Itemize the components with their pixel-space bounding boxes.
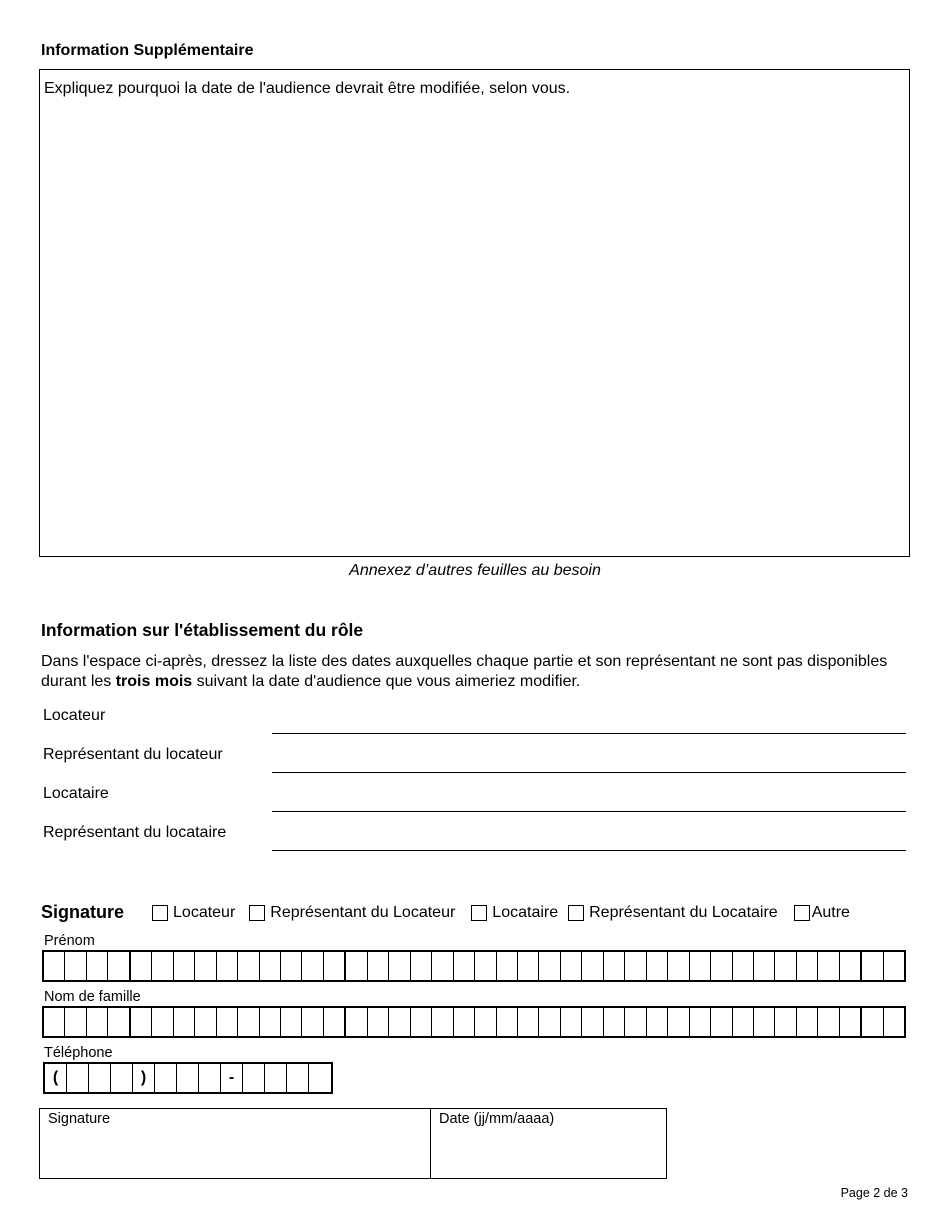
char-cell [475, 1008, 496, 1036]
option-landlord-rep[interactable] [249, 904, 455, 922]
char-cell [44, 1008, 65, 1036]
char-cell [454, 1008, 475, 1036]
char-cell [324, 1008, 346, 1036]
char-cell [152, 952, 173, 980]
char-cell [65, 1008, 86, 1036]
char-cell [111, 1064, 133, 1092]
char-cell [840, 1008, 862, 1036]
char-cell [260, 952, 281, 980]
phone-label: Téléphone [44, 1045, 113, 1061]
annex-note: Annexez d’autres feuilles au besoin [349, 562, 601, 579]
char-cell [411, 952, 432, 980]
char-cell [217, 952, 238, 980]
page-number: Page 2 de 3 [840, 1186, 908, 1200]
char-cell [65, 952, 86, 980]
tenant-unavailable-field[interactable] [272, 811, 906, 812]
char-cell [604, 1008, 625, 1036]
char-cell [475, 952, 496, 980]
char-cell [195, 1008, 216, 1036]
explanation-prompt: Expliquez pourquoi la date de l'audience devrait être modifiée, selon vous. [44, 80, 571, 97]
char-cell [884, 1008, 904, 1036]
char-cell [561, 952, 582, 980]
char-cell [668, 1008, 689, 1036]
option-label: Autre [811, 903, 850, 921]
phone-dash: - [221, 1064, 243, 1092]
char-cell [260, 1008, 281, 1036]
landlord-label: Locateur [43, 707, 106, 724]
char-cell [302, 952, 323, 980]
char-cell [368, 952, 389, 980]
option-label: Représentant du Locateur [270, 903, 456, 921]
char-cell [302, 1008, 323, 1036]
char-cell [324, 952, 346, 980]
char-cell [775, 1008, 796, 1036]
phone-input[interactable] [43, 1062, 333, 1094]
instruction-text-bold: trois mois [115, 673, 193, 690]
first-name-input[interactable] [42, 950, 906, 982]
explanation-textarea[interactable] [39, 69, 910, 557]
char-cell [195, 952, 216, 980]
char-cell [67, 1064, 89, 1092]
signature-date-box [39, 1108, 667, 1179]
char-cell [754, 952, 775, 980]
first-name-label: Prénom [44, 933, 95, 949]
char-cell [711, 952, 732, 980]
phone-open-paren: ( [45, 1064, 67, 1092]
char-cell [604, 952, 625, 980]
char-cell [44, 952, 65, 980]
tenant-rep-label: Représentant du locataire [43, 824, 227, 841]
char-cell [287, 1064, 309, 1092]
char-cell [518, 1008, 539, 1036]
signature-title: Signature [41, 902, 125, 922]
char-cell [238, 1008, 259, 1036]
checkbox-tenant-rep[interactable] [568, 905, 584, 921]
char-cell [818, 952, 839, 980]
char-cell [389, 1008, 410, 1036]
checkbox-other[interactable] [794, 905, 810, 921]
char-cell [625, 952, 646, 980]
additional-info-heading: Information Supplémentaire [41, 42, 254, 59]
char-cell [690, 1008, 711, 1036]
landlord-unavailable-field[interactable] [272, 733, 906, 734]
char-cell [561, 1008, 582, 1036]
char-cell [647, 952, 668, 980]
char-cell [265, 1064, 287, 1092]
char-cell [389, 952, 410, 980]
signature-label: Signature [48, 1111, 111, 1127]
char-cell [243, 1064, 265, 1092]
scheduling-instruction [41, 652, 901, 692]
instruction-text-1: Dans l'espace ci-après, dressez la liste des dates auxquelles chaque partie et son représentant ne sont pas disponibles durant les [41, 653, 888, 690]
char-cell [775, 952, 796, 980]
option-label: Représentant du Locataire [589, 903, 778, 921]
char-cell [238, 952, 259, 980]
option-tenant-rep[interactable] [568, 904, 778, 922]
char-cell [174, 952, 195, 980]
char-cell [199, 1064, 221, 1092]
char-cell [309, 1064, 331, 1092]
char-cell [668, 952, 689, 980]
char-cell [281, 952, 302, 980]
char-cell [733, 1008, 754, 1036]
char-cell [281, 1008, 302, 1036]
char-cell [174, 1008, 195, 1036]
char-cell [690, 952, 711, 980]
char-cell [818, 1008, 839, 1036]
landlord-rep-label: Représentant du locateur [43, 746, 223, 763]
option-label: Locataire [492, 903, 559, 921]
scheduling-heading: Information sur l'établissement du rôle [41, 620, 364, 640]
char-cell [797, 1008, 818, 1036]
char-cell [862, 1008, 883, 1036]
char-cell [862, 952, 883, 980]
char-cell [711, 1008, 732, 1036]
char-cell [497, 1008, 518, 1036]
phone-close-paren: ) [133, 1064, 155, 1092]
tenant-label: Locataire [43, 785, 109, 802]
checkbox-landlord[interactable] [152, 905, 168, 921]
last-name-label: Nom de famille [44, 989, 141, 1005]
char-cell [87, 1008, 108, 1036]
char-cell [217, 1008, 238, 1036]
char-cell [582, 952, 603, 980]
char-cell [884, 952, 904, 980]
char-cell [368, 1008, 389, 1036]
char-cell [733, 952, 754, 980]
char-cell [108, 952, 130, 980]
date-field[interactable] [431, 1109, 666, 1178]
char-cell [518, 952, 539, 980]
option-other[interactable] [794, 904, 850, 922]
checkbox-landlord-rep[interactable] [249, 905, 265, 921]
char-cell [155, 1064, 177, 1092]
char-cell [87, 952, 108, 980]
char-cell [454, 952, 475, 980]
option-label: Locateur [173, 903, 236, 921]
char-cell [797, 952, 818, 980]
char-cell [432, 952, 453, 980]
char-cell [108, 1008, 130, 1036]
instruction-text-2: suivant la date d'audience que vous aimeriez modifier. [192, 673, 581, 690]
char-cell [89, 1064, 111, 1092]
landlord-rep-unavailable-field[interactable] [272, 772, 906, 773]
char-cell [411, 1008, 432, 1036]
char-cell [840, 952, 862, 980]
char-cell [497, 952, 518, 980]
signature-field[interactable] [40, 1109, 431, 1178]
char-cell [131, 1008, 152, 1036]
char-cell [625, 1008, 646, 1036]
char-cell [346, 952, 367, 980]
char-cell [131, 952, 152, 980]
char-cell [754, 1008, 775, 1036]
last-name-input[interactable] [42, 1006, 906, 1038]
char-cell [177, 1064, 199, 1092]
option-landlord[interactable] [152, 904, 235, 922]
option-tenant[interactable] [471, 904, 558, 922]
char-cell [432, 1008, 453, 1036]
char-cell [539, 1008, 560, 1036]
char-cell [582, 1008, 603, 1036]
char-cell [647, 1008, 668, 1036]
date-label: Date (jj/mm/aaaa) [439, 1111, 555, 1127]
char-cell [539, 952, 560, 980]
char-cell [152, 1008, 173, 1036]
char-cell [346, 1008, 367, 1036]
checkbox-tenant[interactable] [471, 905, 487, 921]
tenant-rep-unavailable-field[interactable] [272, 850, 906, 851]
signature-role-row [41, 902, 850, 923]
